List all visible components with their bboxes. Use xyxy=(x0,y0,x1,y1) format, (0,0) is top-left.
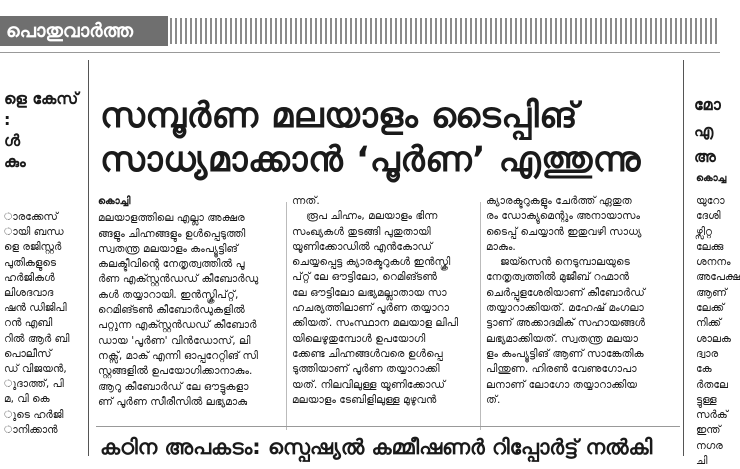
body-line: രൂപ ചിഹ്നം, മലയാളം ഭിന്ന xyxy=(306,210,438,223)
bottom-rule xyxy=(96,426,680,427)
next-article-headline: കഠിന അപകടം: സ്പെഷ്യൽ കമ്മീഷണർ റിപ്പോർട്ട് നൽകി xyxy=(100,435,653,459)
body-line: ചെയ്യപ്പെട്ട ക്യാരക്ടറുകൾ ഇൻസ്ക്രി xyxy=(292,256,451,269)
body-line: പ്റ്റ് ലേ ഔട്ടിലോ, റെമിങ്ടൺ xyxy=(292,271,438,284)
right-body-line: ചി xyxy=(696,455,708,468)
right-body-line: യുറോ xyxy=(696,195,725,207)
left-body-line: ളെ രജിസ്റ്റർ xyxy=(4,241,62,254)
right-body-line: ശനനം xyxy=(696,256,731,269)
body-line: റെമിങ്ടൺ കീബോർഡുകളിൽ xyxy=(98,304,245,317)
article-column-2 xyxy=(292,194,474,434)
left-headline-line: കും xyxy=(4,152,26,171)
right-body-line: ഴ്സിറ്റ xyxy=(696,225,713,238)
headline-line-1: സമ്പൂർണ മലയാളം ടൈപ്പിങ് xyxy=(100,96,578,136)
body-line: ഹചര്യത്തിലാണ് പൂർണ തയ്യാറാ xyxy=(292,302,450,315)
left-body-line: ുദാത്ത്, പി xyxy=(4,378,64,391)
body-line: ന്നത്. xyxy=(292,195,320,207)
left-headline-line: ളെ കേസ് xyxy=(4,89,79,108)
column-divider xyxy=(88,60,89,456)
body-line: ടൈപ്പ് ചെയ്യാൻ ഇതുവഴി സാധ്യ xyxy=(486,225,642,238)
body-line: തയ്യാറാക്കിയത്. മഹേഷ് മംഗലാ xyxy=(486,302,644,315)
body-line: ത്. xyxy=(486,393,501,406)
body-line: ആറു കീബോർഡ് ലേ ഔട്ടുകളാ xyxy=(98,380,249,393)
section-header-stripe xyxy=(170,18,720,44)
right-headline-line: മോ xyxy=(694,95,721,114)
body-line: ർണ എക്സ്റ്റൻഡഡ് കീബോർഡു xyxy=(98,273,259,286)
left-article-headline xyxy=(4,88,88,172)
right-body-line: ഇന്ത് xyxy=(696,424,721,437)
column-divider xyxy=(683,60,684,456)
body-line: മലയാളത്തിലെ എല്ലാ അക്ഷര xyxy=(98,212,245,225)
body-line: ജയ്സെൻ നെടുമ്പാലയുടെ xyxy=(500,256,630,269)
body-line: യത്. നിലവിലുള്ള യൂണിക്കോഡ് xyxy=(292,378,446,391)
body-line: മാകും. xyxy=(486,240,516,253)
body-line: യിലെഴുതുമ്പോൾ ഉപയോഗി xyxy=(292,332,426,345)
right-headline-line: അ xyxy=(694,147,716,166)
body-line: ക്യാരക്ടറുകളും ചേർത്ത് ഏതുത xyxy=(486,195,632,207)
body-line: കൾ തയ്യാറായി. ഇൻസ്ക്രിപ്റ്റ്, xyxy=(98,288,239,301)
left-body-line: ാരക്കേസ് xyxy=(4,211,58,223)
body-line: ഡായ 'പൂർണ' വിൻഡോസ്, ലി xyxy=(98,334,251,347)
right-body-line: ആണ് xyxy=(696,286,727,299)
body-line: ട്ടാണ് അക്കാദമിക് സഹായങ്ങൾ xyxy=(486,317,646,330)
right-article-body xyxy=(696,194,740,469)
right-body-line: ട്ടുള്ള xyxy=(696,393,717,406)
body-line: ളം കംപ്യൂട്ടിങ് ആണ് സാങ്കേതിക xyxy=(486,347,644,360)
right-headline-line: എ xyxy=(694,121,714,140)
left-headline-line: ൾ xyxy=(4,131,21,150)
left-body-line: റൻ എബി xyxy=(4,317,53,330)
right-body-line: ർതലേ xyxy=(696,378,728,391)
right-body-line: ശാലക xyxy=(696,332,731,345)
body-line: പറ്റുന്ന എക്സ്റ്റൻഡഡ് കീബോർ xyxy=(98,319,257,332)
body-line: ലഭ്യമാക്കിയത്. സ്വതന്ത്ര മലയാ xyxy=(486,332,638,345)
dateline: കൊച്ചി xyxy=(98,196,131,207)
body-line: നക്സ്, മാക് എന്നി ഓപ്പറേറ്റിങ് സി xyxy=(98,349,258,362)
right-adjacent-article xyxy=(690,58,740,468)
left-body-line: ുടെ ഹർജി xyxy=(4,408,64,421)
left-headline-line: : xyxy=(4,110,11,129)
right-body-line: ദ്വാര xyxy=(696,347,719,360)
body-line: ലേ ഔട്ടിലോ ലഭ്യമല്ലാതായ സാ xyxy=(292,286,447,299)
right-article-headline xyxy=(694,92,730,170)
body-line: രം ഡോക്യുമെന്റും അനായാസം xyxy=(486,210,641,223)
body-line: യൂണിക്കോഡിൽ എൻകോഡ് xyxy=(292,240,433,253)
left-body-line: പുതികളുടെ xyxy=(4,256,57,269)
left-body-line: ഷൻ ഡിജിപി xyxy=(4,302,67,315)
body-line: ക്കിയത്. സംസ്ഥാന മലയാള ലിപി xyxy=(292,317,459,330)
left-body-line: മ, വി കെ xyxy=(4,393,50,406)
headline-line-2: സാധ്യമാക്കാൻ ‘പൂർണ’ എത്തുന്നു xyxy=(100,140,641,180)
right-dateline: കൊച്ച xyxy=(696,173,727,184)
body-line: ചെർപ്പുളശേരിയാണ് കീബോർഡ് xyxy=(486,286,645,299)
article-body xyxy=(96,194,680,434)
left-body-line: ാനിക്കാൻ xyxy=(4,423,58,436)
body-line: നേതൃത്വത്തിൽ മുജീബ് റഹ്മാൻ xyxy=(486,271,630,284)
column-divider xyxy=(480,202,481,430)
main-article xyxy=(96,60,680,456)
left-adjacent-article xyxy=(0,58,88,458)
body-line: ടുത്തിയാണ് പൂർണ തയ്യാറാക്കി xyxy=(292,363,440,376)
body-line: പിന്തുണ. ഹിരൺ വേണുഗോപാ xyxy=(486,363,637,376)
right-body-line: നഗര xyxy=(696,439,723,452)
section-label: പൊതുവാർത്ത xyxy=(0,16,168,46)
body-line: ങ്ങളും ചിഹ്നങ്ങളും ഉൾപ്പെടുത്തി xyxy=(98,227,246,240)
body-line: ലനാണ് ലോഗോ തയ്യാറാക്കിയ xyxy=(486,378,638,391)
body-line: മലയാളം ടേബിളിലുള്ള മുഴുവൻ xyxy=(292,393,437,406)
article-column-3 xyxy=(486,194,668,434)
left-body-line: ായി ബന്ധ xyxy=(4,226,64,239)
article-column-1 xyxy=(98,194,280,434)
column-divider xyxy=(286,202,287,430)
right-body-line: ലേക്ക് xyxy=(696,302,725,315)
body-line: ണ് പൂർണ സീരീസിൽ ലഭ്യമാകു xyxy=(98,395,248,408)
left-article-body xyxy=(4,210,88,438)
left-body-line: ലിശദവാദ xyxy=(4,287,54,300)
left-body-line: പൊലീസ് xyxy=(4,347,52,360)
right-body-line: അപേക്ഷ xyxy=(696,271,740,284)
left-body-line: ഹർജികൾ xyxy=(4,271,55,284)
body-line: കലക്ടീവിന്റെ നേതൃത്വത്തിൽ പൂ xyxy=(98,258,245,271)
right-body-line: സർക് xyxy=(696,409,728,422)
left-body-line: റിൽ ആർ ബി xyxy=(4,332,70,345)
header-rule xyxy=(0,52,720,53)
body-line: സ്റ്റങ്ങളിൽ ഉപയോഗിക്കാനാകും. xyxy=(98,365,253,378)
article-headline xyxy=(100,94,680,182)
right-body-line: ലേക്കു xyxy=(696,240,724,253)
body-line: സ്വതന്ത്ര മലയാളം കംപ്യൂട്ടിങ് xyxy=(98,242,238,255)
right-body-line: ദേശി xyxy=(696,210,721,223)
left-body-line: ഡ് വിജയൻ, xyxy=(4,363,67,376)
right-body-line: കേ xyxy=(696,363,712,376)
body-line: ക്കേണ്ട ചിഹ്നങ്ങൾവരെ ഉൾപ്പെ xyxy=(292,347,443,360)
right-body-line: നിക്ക് xyxy=(696,317,722,330)
body-line: സംഖ്യകൾ തുടങ്ങി പുതുതായി xyxy=(292,225,431,238)
